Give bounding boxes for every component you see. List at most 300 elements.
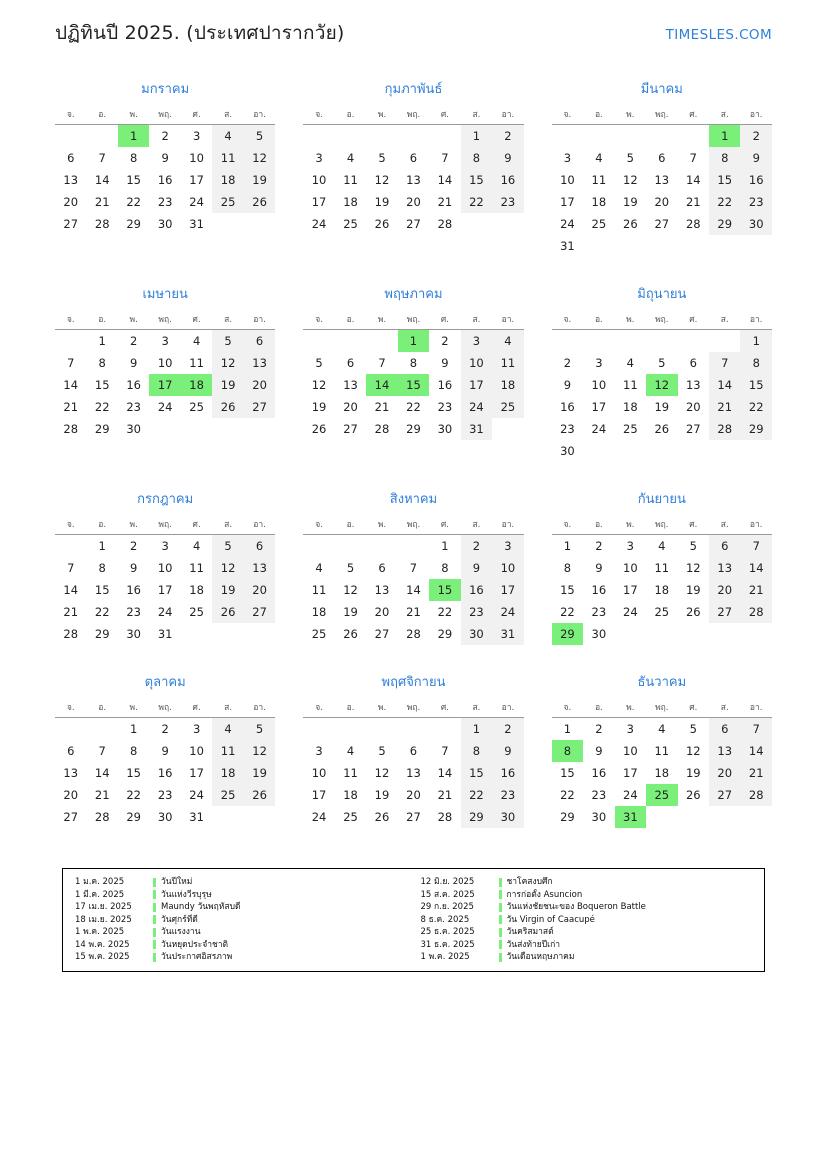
day-cell [646,396,677,418]
day-cell [709,557,740,579]
day-number: 7 [441,151,449,165]
day-number: 3 [315,744,323,758]
day-cell [181,535,212,558]
day-cell [552,718,583,741]
weekday-header: ส. [709,698,740,718]
day-number: 21 [63,400,79,414]
day-cell-empty [212,623,243,645]
day-cell [398,579,429,601]
day-cell [149,762,180,784]
weekday-header: ศ. [429,310,460,330]
day-number: 23 [437,400,453,414]
month-title: ตุลาคม [144,675,186,690]
day-number: 3 [315,151,323,165]
day-number: 9 [472,561,481,575]
day-cell [118,213,149,235]
day-number: 26 [220,400,236,414]
day-number: 14 [63,583,79,597]
day-cell [86,147,117,169]
day-number: 22 [126,195,141,209]
day-number: 3 [161,334,169,348]
holiday-color-swatch [153,928,156,937]
day-number: 14 [406,583,421,597]
legend-item [71,889,411,902]
day-cell [615,396,646,418]
page-title: ปฏิทินปี 2025. (ประเทศปารากวัย) [55,22,345,44]
day-cell [181,147,212,169]
weekday-header: อา. [492,310,524,330]
day-number: 5 [224,334,232,348]
day-number: 11 [220,151,236,165]
day-cell [583,557,614,579]
day-number: 6 [658,151,666,165]
day-number: 18 [591,195,607,209]
week-row [55,125,275,148]
weekday-header: จ. [552,698,583,718]
day-cell [583,740,614,762]
day-cell [740,784,772,806]
day-cell-empty [615,330,646,353]
weekday-header: ศ. [429,105,460,125]
day-cell [212,601,243,623]
day-number: 9 [161,744,169,758]
day-number: 18 [189,583,204,597]
day-number: 11 [220,744,236,758]
day-cell [366,601,397,623]
day-number: 13 [717,744,733,758]
day-number: 10 [157,356,173,370]
day-number: 22 [469,788,484,802]
day-cell [740,374,772,396]
week-row [303,601,523,623]
month-table [552,515,772,645]
day-number: 22 [94,400,110,414]
day-cell-empty [429,718,460,741]
holiday-color-swatch [153,940,156,949]
month-table [552,105,772,257]
day-number: 4 [315,561,323,575]
day-number: 20 [63,788,79,802]
day-cell [492,806,524,828]
day-number: 10 [311,173,327,187]
week-row [55,557,275,579]
day-cell-empty [398,125,429,148]
day-cell [118,169,149,191]
day-number: 24 [157,605,173,619]
day-number: 15 [469,766,484,780]
day-number: 30 [157,810,173,824]
day-number: 19 [623,195,638,209]
month-title: ธันวาคม [637,675,687,690]
day-cell-empty [615,623,646,645]
day-number: 29 [552,623,583,645]
weekday-header: จ. [55,105,86,125]
day-number: 3 [192,129,201,143]
weekday-header: พ. [118,515,149,535]
day-number: 18 [181,374,212,396]
day-number: 5 [689,539,697,553]
weekday-header: อ. [583,515,614,535]
weekday-header: พ. [615,515,646,535]
day-number: 4 [192,334,201,348]
day-number: 6 [67,151,75,165]
day-number: 23 [560,422,575,436]
day-cell [398,191,429,213]
day-cell [740,352,772,374]
day-cell [212,762,243,784]
day-number: 25 [654,605,670,619]
weekday-header: ศ. [678,105,709,125]
day-cell [429,213,460,235]
day-cell [492,147,524,169]
weekday-header: ส. [709,515,740,535]
week-row [552,235,772,257]
day-number: 25 [311,627,327,641]
weekday-header: พ. [615,698,646,718]
legend-date: 17 เม.ย. 2025 [75,902,132,912]
day-cell-holiday [646,374,677,396]
day-number: 2 [595,539,603,553]
day-number: 1 [752,334,760,348]
day-cell [492,535,524,558]
day-number: 28 [374,422,390,436]
day-cell [615,191,646,213]
day-number: 28 [63,422,79,436]
week-row [55,169,275,191]
day-number: 20 [406,195,421,209]
day-cell [55,762,86,784]
day-cell [615,352,646,374]
day-cell-holiday [181,374,212,396]
weekday-header: ส. [212,310,243,330]
day-cell [461,330,492,353]
day-number: 6 [255,539,264,553]
legend-item [417,876,757,889]
legend-label: วัน Virgin of Caacupé [506,914,595,925]
day-cell [118,147,149,169]
day-cell [212,330,243,353]
day-cell-holiday [398,330,429,353]
month-block [552,659,772,828]
weekday-header: อา. [492,105,524,125]
day-cell [709,740,740,762]
day-cell [303,579,334,601]
day-number: 17 [623,583,638,597]
day-number: 29 [126,217,141,231]
day-cell [583,396,614,418]
day-cell [461,191,492,213]
week-row [55,740,275,762]
day-cell [552,535,583,558]
day-number: 10 [591,378,607,392]
day-number: 26 [311,422,327,436]
week-row [303,352,523,374]
day-number: 30 [748,217,764,231]
day-cell [646,535,677,558]
day-number: 15 [717,173,733,187]
day-cell [212,718,243,741]
day-cell [492,601,524,623]
day-number: 2 [441,334,449,348]
day-cell [86,374,117,396]
day-number: 12 [374,766,390,780]
day-cell [398,557,429,579]
day-number: 4 [504,334,512,348]
day-number: 23 [126,605,141,619]
holiday-color-swatch [153,878,156,887]
day-cell-empty [366,125,397,148]
day-number: 17 [500,583,516,597]
day-cell-empty [678,806,709,828]
day-number: 21 [685,195,701,209]
day-cell [740,740,772,762]
day-cell [118,762,149,784]
day-number: 31 [500,627,516,641]
day-number: 15 [398,374,429,396]
day-cell [740,330,772,353]
day-number: 22 [126,788,141,802]
day-cell-empty [552,330,583,353]
month-block [55,659,275,828]
day-number: 7 [752,722,760,736]
day-number: 2 [161,722,169,736]
weekday-header: ศ. [429,698,460,718]
day-number: 19 [685,766,701,780]
day-cell-empty [86,125,117,148]
day-cell [86,623,117,645]
day-cell [118,418,149,440]
day-number: 10 [623,744,638,758]
day-number: 8 [752,356,760,370]
day-number: 24 [560,217,575,231]
day-number: 6 [67,744,75,758]
day-number: 28 [685,217,701,231]
weekday-header: อ. [86,515,117,535]
week-row [55,535,275,558]
month-title: มีนาคม [640,82,683,97]
legend-date: 15 พ.ค. 2025 [75,952,130,962]
day-number: 15 [94,378,110,392]
day-cell [118,191,149,213]
week-row [552,740,772,762]
day-cell [583,535,614,558]
day-cell [55,352,86,374]
day-cell [429,806,460,828]
day-number: 18 [343,195,358,209]
day-number: 9 [504,151,512,165]
day-number: 28 [63,627,79,641]
weekday-header: ส. [212,515,243,535]
day-number: 16 [500,173,516,187]
day-number: 23 [591,788,607,802]
day-cell [429,191,460,213]
day-cell [86,601,117,623]
day-number: 28 [437,217,453,231]
day-number: 18 [343,788,358,802]
weekday-header: อา. [492,698,524,718]
day-cell [583,213,614,235]
day-cell [583,762,614,784]
day-cell-holiday [366,374,397,396]
day-cell [429,784,460,806]
day-number: 24 [311,810,327,824]
day-cell-empty [86,718,117,741]
weekday-header: อ. [335,105,366,125]
day-cell [646,601,677,623]
day-cell [303,418,334,440]
day-cell [244,352,276,374]
week-row [303,125,523,148]
day-cell [709,213,740,235]
day-cell [86,740,117,762]
day-cell [492,718,524,741]
day-number: 17 [189,766,204,780]
month-table [55,105,275,235]
day-cell [461,718,492,741]
day-cell [212,169,243,191]
day-cell-empty [646,623,677,645]
day-cell [366,169,397,191]
day-cell [303,147,334,169]
day-number: 3 [563,151,572,165]
day-number: 23 [469,605,484,619]
day-number: 6 [346,356,355,370]
day-number: 11 [500,356,516,370]
legend-label: วันปีใหม่ [161,877,193,887]
day-number: 26 [252,195,267,209]
day-number: 19 [311,400,327,414]
week-row [552,147,772,169]
day-number: 28 [94,810,110,824]
holiday-color-swatch [153,915,156,924]
week-row [303,330,523,353]
day-number: 22 [717,195,733,209]
day-cell [678,535,709,558]
day-cell [398,169,429,191]
day-cell [149,169,180,191]
day-number: 29 [469,810,484,824]
weekday-header: ศ. [181,310,212,330]
month-block [55,66,275,257]
day-cell [583,806,614,828]
day-number: 1 [98,334,106,348]
day-cell-empty [461,213,492,235]
day-cell [461,396,492,418]
week-row [303,147,523,169]
day-cell [303,169,334,191]
day-cell [149,579,180,601]
month-block [55,476,275,645]
weekday-header: อ. [335,698,366,718]
day-cell [86,213,117,235]
day-cell [678,762,709,784]
day-number: 8 [98,561,106,575]
day-number: 16 [560,400,575,414]
day-cell [181,557,212,579]
day-cell-empty [335,535,366,558]
day-number: 4 [224,722,232,736]
day-cell [244,762,276,784]
day-number: 24 [189,195,204,209]
day-number: 30 [560,444,575,458]
legend-item [417,901,757,914]
day-cell-empty [646,330,677,353]
day-cell [709,169,740,191]
day-cell [492,557,524,579]
month-title: พฤศจิกายน [381,675,446,690]
day-number: 17 [623,766,638,780]
day-number: 2 [130,334,138,348]
day-cell [244,740,276,762]
weekday-header: พฤ. [646,105,677,125]
weekday-header: อา. [740,515,772,535]
day-cell [181,125,212,148]
day-cell [118,806,149,828]
day-number: 7 [752,539,760,553]
month-title: มิถุนายน [637,287,687,302]
day-cell [461,579,492,601]
day-number: 1 [472,129,481,143]
day-number: 2 [563,356,572,370]
day-cell [244,718,276,741]
month-title: กุมภาพันธ์ [384,82,443,97]
day-number: 12 [252,151,267,165]
day-number: 12 [311,378,327,392]
legend-item [417,939,757,952]
holiday-color-swatch [499,903,502,912]
weekday-header: พ. [118,698,149,718]
legend-date: 29 ก.ย. 2025 [420,902,474,912]
week-row [552,213,772,235]
day-cell [740,213,772,235]
day-cell [118,330,149,353]
day-cell [366,396,397,418]
day-cell [181,191,212,213]
weekday-header: พ. [615,310,646,330]
day-cell [552,579,583,601]
day-number: 8 [98,356,106,370]
month-block [552,271,772,462]
week-row [303,740,523,762]
day-cell [646,740,677,762]
day-cell [55,806,86,828]
day-cell [646,418,677,440]
day-number: 14 [366,374,397,396]
day-number: 7 [409,561,418,575]
legend-date: 14 พ.ค. 2025 [75,939,130,950]
day-number: 24 [311,217,327,231]
brand-link[interactable]: TIMESLES.COM [665,27,772,43]
day-cell [244,784,276,806]
day-number: 30 [126,422,141,436]
week-row [303,579,523,601]
day-number: 19 [374,788,390,802]
day-number: 1 [441,539,449,553]
months-grid [55,66,772,842]
day-cell-empty [678,235,709,257]
month-block [55,271,275,462]
day-number: 11 [623,378,638,392]
day-cell [492,330,524,353]
day-cell [461,535,492,558]
month-block [303,271,523,462]
day-cell [181,213,212,235]
day-number: 8 [563,561,572,575]
day-number: 10 [157,561,173,575]
day-cell-empty [615,125,646,148]
day-cell [552,213,583,235]
day-number: 24 [469,400,484,414]
